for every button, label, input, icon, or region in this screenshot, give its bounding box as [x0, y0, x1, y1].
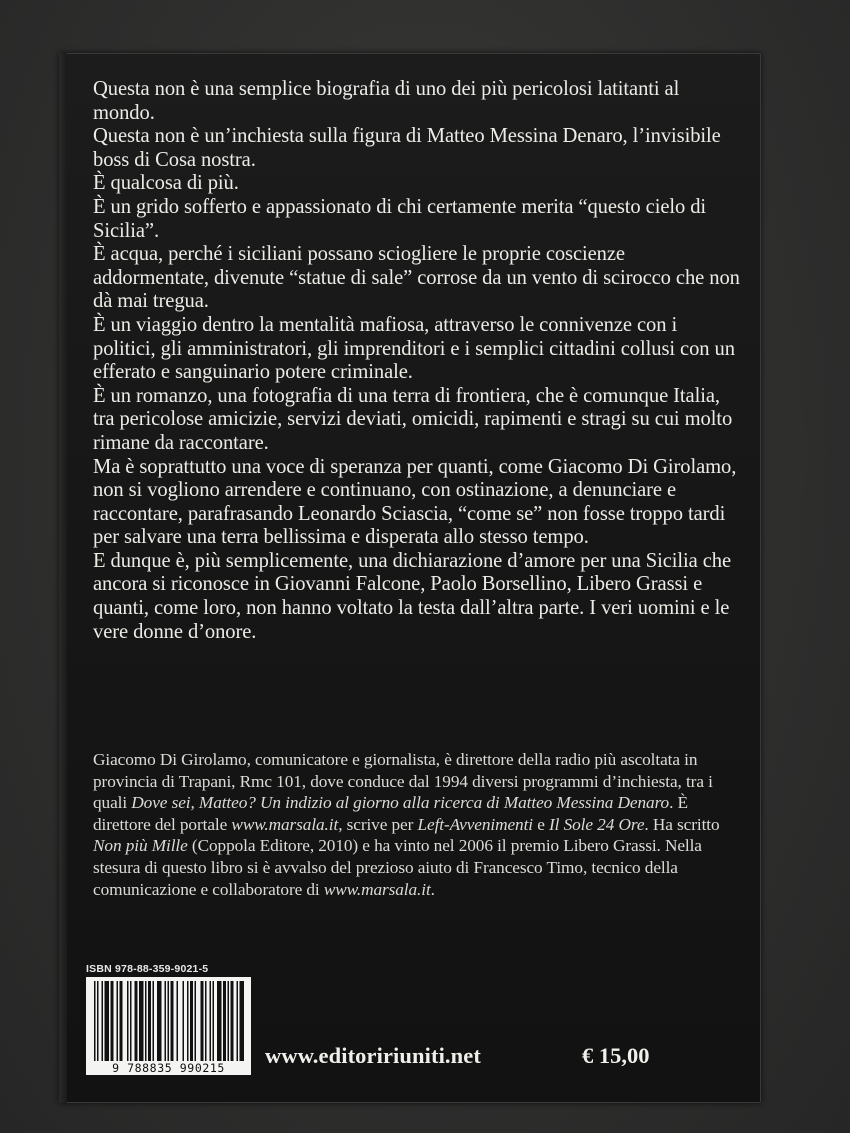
bio-text-5: . Ha scritto [644, 814, 720, 834]
bio-book-title: Non più Mille [93, 836, 188, 856]
author-bio-text [93, 749, 745, 900]
blurb-paragraph-3: È qualcosa di più. [93, 172, 239, 195]
barcode [86, 977, 251, 1075]
blurb-paragraph-9: E dunque è, più semplicemente, una dichiarazione d’amore per una Sicilia che ancora si riconosce in Giovanni Falcone, Paolo Borsellino, Libero Grassi e quanti, come loro, non hanno voltato la testa dall’altra parte. I veri uomini e le vere donne d’onore. [93, 549, 731, 643]
book-back-cover [59, 53, 761, 1103]
bio-text-6: (Coppola Editore, 2010) e ha vinto nel 2006 il premio Libero Grassi. Nella stesura di questo libro si è avvalso del prezioso aiuto di Francesco Timo, tecnico della comunicazione e collaboratore di [93, 836, 702, 899]
bio-program-title: Dove sei, Matteo? Un indizio al giorno alla ricerca di Matteo Messina Denaro [131, 793, 670, 813]
blurb-paragraph-1: Questa non è una semplice biografia di uno dei più pericolosi latitanti al mondo. [93, 78, 680, 124]
bio-portal-link-2: www.marsala.it [323, 879, 431, 899]
blurb-paragraph-7: È un romanzo, una fotografia di una terra di frontiera, che è comunque Italia, tra pericolose amicizie, servizi deviati, omicidi, rapimenti e stragi su cui molto rimane da raccontare. [93, 384, 733, 454]
bio-publication-1: Left-Avvenimenti [417, 814, 533, 834]
barcode-digits: 9 788835 990215 [86, 1061, 251, 1075]
cover-blurb [93, 78, 743, 644]
blurb-paragraph-4: È un grido sofferto e appassionato di chi certamente merita “questo cielo di Sicilia”. [93, 195, 707, 242]
bio-publication-2: Il Sole 24 Ore [549, 814, 645, 834]
blurb-paragraph-2: Questa non è un’inchiesta sulla figura di Matteo Messina Denaro, l’invisibile boss di Cosa nostra. [93, 125, 721, 171]
price-label: € 15,00 [582, 1043, 650, 1068]
bio-text-4: e [533, 814, 550, 834]
blurb-paragraph-5: È acqua, perché i siciliani possano sciogliere le proprie coscienze addormentate, divenute “statue di sale” corrose da un vento di scirocco che non dà mai tregua. [93, 243, 740, 313]
author-name: Giacomo Di Girolamo [93, 750, 247, 769]
blurb-paragraph-8: Ma è soprattutto una voce di speranza per quanti, come Giacomo Di Girolamo, non si vogliono arrendere e continuano, con ostinazione, a denunciare e raccontare, parafrasando Leonardo Sciascia, “come se” non fosse troppo tardi per salvare una terra bellissima e disperata allo stesso tempo. [93, 455, 737, 549]
isbn-label: ISBN 978-88-359-9021-5 [86, 963, 209, 975]
bio-text-1: , comunicatore e giornalista, è direttore della radio più ascoltata in provincia di Trapani, Rmc 101, dove conduce dal 1994 diversi programmi d’inchiesta, tra i quali [93, 750, 713, 813]
bio-text-2: . È direttore del portale [93, 793, 688, 834]
blurb-paragraph-6: È un viaggio dentro la mentalità mafiosa, attraverso le connivenze con i politici, gli amministratori, gli imprenditori e i semplici cittadini collusi con un efferato e sanguinario potere criminale. [93, 313, 735, 384]
author-bio [93, 749, 745, 900]
bio-text-7: . [430, 879, 435, 899]
bio-portal-link: www.marsala.it [231, 814, 339, 834]
barcode-bars [86, 977, 251, 1061]
publisher-website: www.editoririuniti.net [265, 1043, 481, 1068]
bio-text-3: , scrive per [338, 814, 418, 834]
